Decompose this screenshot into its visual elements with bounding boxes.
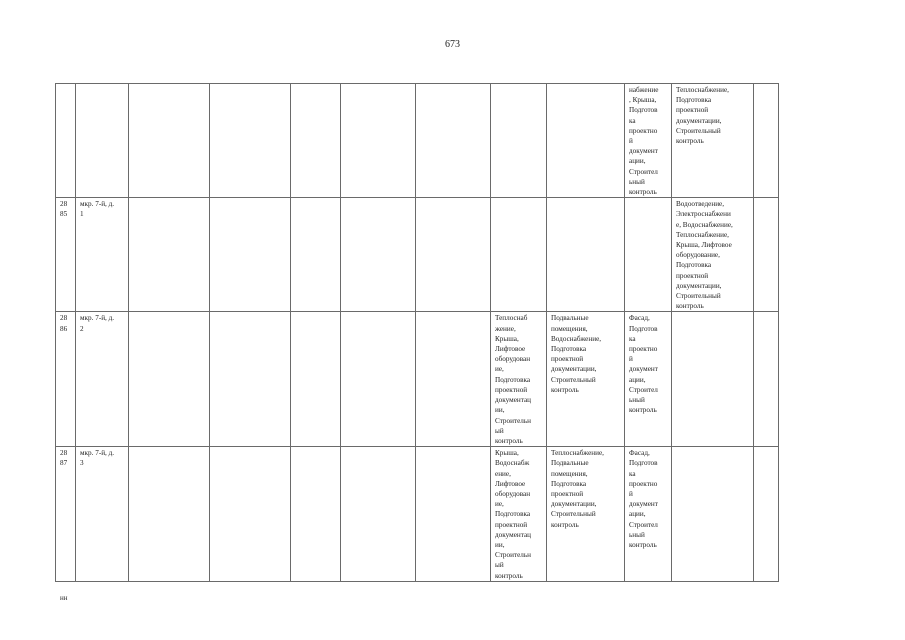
- table-cell: [491, 84, 547, 198]
- table-cell: Теплоснабжение, Подвальные помещения, Подготовка проектной документации, Строительный контроль: [547, 447, 625, 582]
- table-cell: [672, 312, 754, 447]
- table-cell: Подвальные помещения, Водоснабжение, Подготовка проектной документации, Строительный контроль: [547, 312, 625, 447]
- page-number: 673: [445, 39, 460, 50]
- table-cell: [210, 447, 291, 582]
- table-cell: [754, 312, 779, 447]
- table-cell: [416, 312, 491, 447]
- table-cell: [416, 84, 491, 198]
- table-cell: Теплоснабжение, Подготовка проектной документации, Строительный контроль: [672, 84, 754, 198]
- table-cell: [210, 198, 291, 312]
- table-cell: [129, 84, 210, 198]
- row-number-cell: 28 87: [56, 447, 76, 582]
- table-cell: [547, 198, 625, 312]
- row-number-cell: 28 85: [56, 198, 76, 312]
- table-cell: [491, 198, 547, 312]
- repair-schedule-table: [55, 83, 779, 582]
- row-number-cell: [56, 84, 76, 198]
- table-cell: [291, 312, 341, 447]
- table-row: [56, 447, 779, 582]
- table-cell: [129, 312, 210, 447]
- table-cell: [210, 84, 291, 198]
- table-cell: Фасад, Подготов ка проектно й документ ации, Строител ьный контроль: [625, 447, 672, 582]
- table-cell: [754, 198, 779, 312]
- table-cell: Водоотведение, Электроснабжени е, Водоснабжение, Теплоснабжение, Крыша, Лифтовое оборудование, Подготовка проектной документации, Строительный контроль: [672, 198, 754, 312]
- table-cell: [129, 198, 210, 312]
- table-cell: [210, 312, 291, 447]
- row-number-cell: 28 86: [56, 312, 76, 447]
- table-cell: [129, 447, 210, 582]
- table-cell: Крыша, Водоснабж ение, Лифтовое оборудован ие, Подготовка проектной документац ии, Строительн ый контроль: [491, 447, 547, 582]
- table-cell: Теплоснаб жение, Крыша, Лифтовое оборудован ие, Подготовка проектной документац ии, Строительн ый контроль: [491, 312, 547, 447]
- table-cell: [341, 198, 416, 312]
- table-cell: [547, 84, 625, 198]
- table-cell: [416, 447, 491, 582]
- address-cell: мкр. 7-й, д. 1: [76, 198, 129, 312]
- table-row: [56, 198, 779, 312]
- table-row: [56, 312, 779, 447]
- table-cell: [341, 312, 416, 447]
- table-cell: [341, 447, 416, 582]
- table-cell: [291, 198, 341, 312]
- table-cell: [672, 447, 754, 582]
- footer-mark: нн: [60, 594, 68, 602]
- address-cell: мкр. 7-й, д. 2: [76, 312, 129, 447]
- address-cell: [76, 84, 129, 198]
- table-row: [56, 84, 779, 198]
- table-cell: [416, 198, 491, 312]
- table-cell: [341, 84, 416, 198]
- table-cell: набжение , Крыша, Подготов ка проектно й документ ации, Строител ьный контроль: [625, 84, 672, 198]
- address-cell: мкр. 7-й, д. 3: [76, 447, 129, 582]
- table-cell: [291, 84, 341, 198]
- table-cell: [625, 198, 672, 312]
- table-cell: [291, 447, 341, 582]
- table-cell: [754, 447, 779, 582]
- table-cell: [754, 84, 779, 198]
- table-cell: Фасад, Подготов ка проектно й документ ации, Строител ьный контроль: [625, 312, 672, 447]
